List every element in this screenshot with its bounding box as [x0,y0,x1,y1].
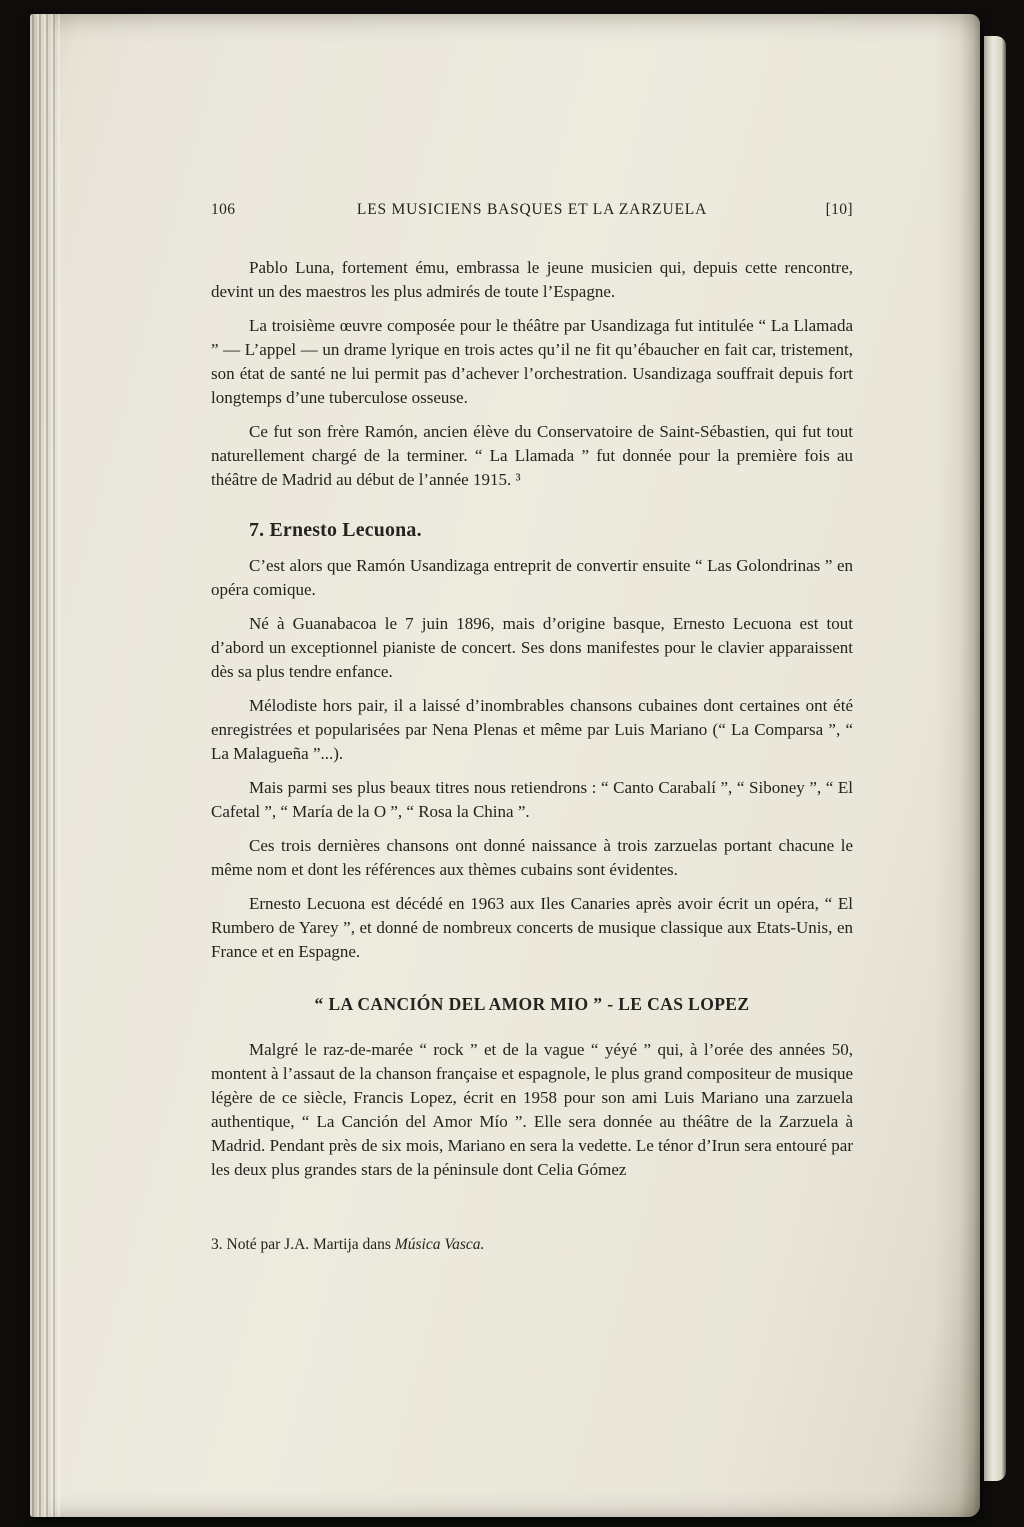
next-page-edge [984,36,1006,1481]
book-page [30,14,980,1517]
section-heading-lecuona: 7. Ernesto Lecuona. [249,519,422,541]
paragraph: C’est alors que Ramón Usandizaga entreprit de convertir ensuite “ Las Golondrinas ” en opéra comique. [211,556,853,599]
paragraph: Mais parmi ses plus beaux titres nous retiendrons : “ Canto Carabalí ”, “ Siboney ”, “ El Cafetal ”, “ María de la O ”, “ Rosa la China ”. [211,778,853,821]
printed-text-block [211,198,853,1256]
paragraph: La troisième œuvre composée pour le théâtre par Usandizaga fut intitulée “ La Llamada ” — L’appel — un drame lyrique en trois actes qu’il ne fit qu’ébaucher en fait car, tristement, son état de santé ne lui permit pas d’achever l’orchestration. Usandizaga souffrait depuis fort longtemps d’une tuberculose osseuse. [211,316,853,407]
section-heading-lopez: “ LA CANCIÓN DEL AMOR MIO ” - LE CAS LOPEZ [314,994,750,1014]
page-number: 106 [211,201,236,218]
paragraph: Né à Guanabacoa le 7 juin 1896, mais d’origine basque, Ernesto Lecuona est tout d’abord un exceptionnel pianiste de concert. Ses dons manifestes pour le clavier apparaissent dès sa plus tendre enfance. [211,614,853,681]
running-header [211,198,853,222]
paragraph: Ernesto Lecuona est décédé en 1963 aux Iles Canaries après avoir écrit un opéra, “ El Rumbero de Yarey ”, et donné de nombreux concerts de musique classique aux Etats-Unis, en France et en Espagne. [211,894,853,961]
paragraph: Ces trois dernières chansons ont donné naissance à trois zarzuelas portant chacune le même nom et dont les références aux thèmes cubains sont évidentes. [211,836,853,879]
paragraph: Malgré le raz-de-marée “ rock ” et de la vague “ yéyé ” qui, à l’orée des années 50, montent à l’assaut de la chanson française et espagnole, le plus grand compositeur de musique légère de ce siècle, Francis Lopez, écrit en 1958 pour son ami Luis Mariano una zarzuela authentique, “ La Canción del Amor Mío ”. Elle sera donnée au théâtre de la Zarzuela à Madrid. Pendant près de six mois, Mariano en sera la vedette. Le ténor d’Irun sera entouré par les deux plus grandes stars de la péninsule dont Celia Gómez [211,1040,853,1179]
paragraph: Pablo Luna, fortement ému, embrassa le jeune musicien qui, depuis cette rencontre, devint un des maestros les plus admirés de toute l’Espagne. [211,258,853,301]
running-title: LES MUSICIENS BASQUES ET LA ZARZUELA [356,201,708,218]
bracket-folio-number: [10] [825,201,853,218]
paragraph: Ce fut son frère Ramón, ancien élève du Conservatoire de Saint-Sébastien, qui fut tout naturellement chargé de la terminer. “ La Llamada ” fut donnée pour la première fois au théâtre de Madrid au début de l’année 1915. ³ [211,422,853,489]
footnote-text: 3. Noté par J.A. Martija dans [211,1236,395,1253]
footnote-work-title: Música Vasca. [394,1236,485,1253]
page-curl-shadow [934,14,980,1517]
footnote [211,1234,853,1256]
page-edge-stack [30,14,60,1517]
paragraph: Mélodiste hors pair, il a laissé d’inombrables chansons cubaines dont certaines ont été enregistrées et popularisées par Nena Plenas et même par Luis Mariano (“ La Comparsa ”, “ La Malagueña ”...). [211,696,853,763]
